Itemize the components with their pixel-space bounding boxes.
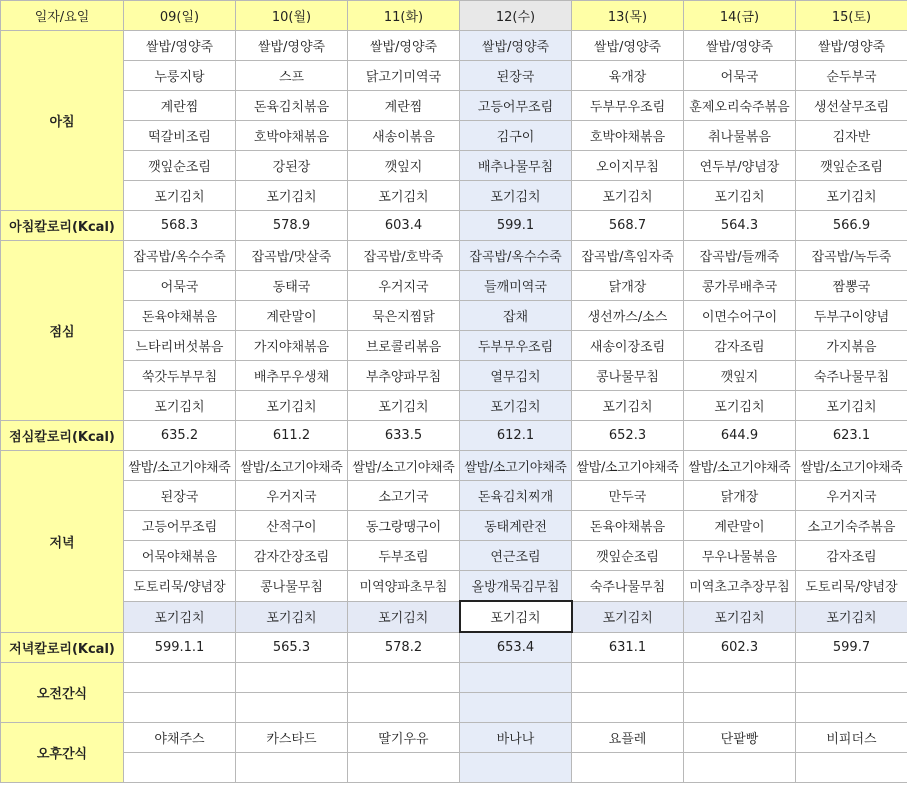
empty-cell[interactable]	[684, 753, 796, 783]
menu-cell[interactable]: 쌀밥/영양죽	[572, 31, 684, 61]
menu-cell[interactable]: 취나물볶음	[684, 121, 796, 151]
menu-cell[interactable]: 포기김치	[348, 601, 460, 632]
menu-cell[interactable]: 잡곡밥/녹두죽	[796, 241, 907, 271]
menu-cell[interactable]: 계란찜	[348, 91, 460, 121]
menu-cell[interactable]: 닭개장	[684, 481, 796, 511]
dinner-kcal-row	[1, 632, 907, 663]
menu-cell[interactable]: 포기김치	[236, 181, 348, 211]
menu-cell[interactable]: 돈육김치볶음	[236, 91, 348, 121]
breakfast-menu-row	[1, 181, 907, 211]
menu-cell[interactable]: 동그랑땡구이	[348, 511, 460, 541]
kcal-value-cell[interactable]: 568.3	[124, 211, 236, 241]
empty-cell[interactable]	[796, 693, 907, 723]
breakfast-menu-row	[1, 121, 907, 151]
menu-cell[interactable]: 김구이	[460, 121, 572, 151]
kcal-value-cell[interactable]: 653.4	[460, 632, 572, 663]
menu-cell-text: 쌀밥/소고기야채죽	[464, 460, 567, 475]
dinner-menu-row	[1, 541, 907, 571]
lunch-menu-row	[1, 241, 907, 271]
snack-cell[interactable]	[684, 663, 796, 693]
menu-cell[interactable]: 두부조림	[348, 541, 460, 571]
menu-cell[interactable]: 우거지국	[348, 271, 460, 301]
empty-cell[interactable]	[460, 693, 572, 723]
menu-cell[interactable]: 콩나물무침	[572, 361, 684, 391]
menu-cell[interactable]: 어묵국	[684, 61, 796, 91]
day-header-cell[interactable]: 11(화)	[348, 1, 460, 31]
empty-cell[interactable]	[124, 693, 236, 723]
kcal-value-cell[interactable]: 644.9	[684, 421, 796, 451]
menu-cell[interactable]: 누룽지탕	[124, 61, 236, 91]
menu-cell[interactable]: 연근조림	[460, 541, 572, 571]
lunch-label-cell[interactable]: 점심	[1, 241, 124, 421]
breakfast-menu-row	[1, 151, 907, 181]
menu-cell[interactable]	[460, 451, 572, 481]
menu-cell[interactable]: 느타리버섯볶음	[124, 331, 236, 361]
menu-cell[interactable]: 두부무우조림	[572, 91, 684, 121]
menu-cell[interactable]: 배추나물무침	[460, 151, 572, 181]
snack-cell[interactable]: 단팥빵	[684, 723, 796, 753]
menu-cell[interactable]: 포기김치	[684, 391, 796, 421]
menu-cell[interactable]: 소고기국	[348, 481, 460, 511]
snack-cell[interactable]: 비피더스	[796, 723, 907, 753]
am_snack-label-cell[interactable]: 오전간식	[1, 663, 124, 723]
menu-cell-text: 쌀밥/소고기야채죽	[688, 460, 791, 475]
menu-cell[interactable]: 쌀밥/영양죽	[460, 31, 572, 61]
kcal-value-cell[interactable]: 635.2	[124, 421, 236, 451]
menu-cell[interactable]: 두부무우조림	[460, 331, 572, 361]
lunch-menu-row	[1, 331, 907, 361]
breakfast-kcal-label-cell[interactable]: 아침칼로리(Kcal)	[1, 211, 124, 241]
empty-cell[interactable]	[124, 753, 236, 783]
menu-cell[interactable]: 콩가루배추국	[684, 271, 796, 301]
dinner-menu-row	[1, 601, 907, 632]
empty-cell[interactable]	[684, 693, 796, 723]
dinner-menu-row	[1, 571, 907, 602]
kcal-value-cell[interactable]: 568.7	[572, 211, 684, 241]
menu-cell[interactable]: 감자조림	[684, 331, 796, 361]
kcal-value-cell[interactable]: 564.3	[684, 211, 796, 241]
menu-cell[interactable]: 포기김치	[348, 391, 460, 421]
menu-cell[interactable]: 잡곡밥/옥수수죽	[460, 241, 572, 271]
menu-cell[interactable]: 호박야채볶음	[236, 121, 348, 151]
empty-cell[interactable]	[236, 753, 348, 783]
kcal-value-cell[interactable]: 578.2	[348, 632, 460, 663]
breakfast-label-cell[interactable]: 아침	[1, 31, 124, 211]
menu-cell[interactable]	[124, 451, 236, 481]
menu-cell[interactable]: 고등어무조림	[460, 91, 572, 121]
menu-cell[interactable]: 포기김치	[236, 391, 348, 421]
menu-cell[interactable]: 감자조림	[796, 541, 907, 571]
menu-cell[interactable]	[572, 451, 684, 481]
menu-cell[interactable]: 잡곡밥/옥수수죽	[124, 241, 236, 271]
breakfast-menu-row	[1, 91, 907, 121]
day-header-cell[interactable]: 13(목)	[572, 1, 684, 31]
menu-cell[interactable]	[796, 451, 907, 481]
menu-cell[interactable]: 미역양파초무침	[348, 571, 460, 602]
lunch-menu-row	[1, 391, 907, 421]
dinner-kcal-label-cell[interactable]: 저녁칼로리(Kcal)	[1, 632, 124, 663]
menu-cell[interactable]: 쌀밥/영양죽	[684, 31, 796, 61]
menu-cell[interactable]: 스프	[236, 61, 348, 91]
kcal-value-cell[interactable]: 652.3	[572, 421, 684, 451]
snack-cell[interactable]	[236, 663, 348, 693]
menu-cell[interactable]: 호박야채볶음	[572, 121, 684, 151]
menu-cell[interactable]	[348, 451, 460, 481]
menu-cell[interactable]: 닭개장	[572, 271, 684, 301]
menu-cell[interactable]: 새송이장조림	[572, 331, 684, 361]
menu-cell[interactable]: 깻잎순조림	[572, 541, 684, 571]
menu-cell[interactable]: 깻잎지	[348, 151, 460, 181]
menu-cell[interactable]: 포기김치	[124, 391, 236, 421]
menu-cell[interactable]: 만두국	[572, 481, 684, 511]
menu-cell[interactable]: 포기김치	[796, 181, 907, 211]
menu-cell[interactable]: 육개장	[572, 61, 684, 91]
menu-cell[interactable]: 생선까스/소스	[572, 301, 684, 331]
menu-cell[interactable]: 포기김치	[124, 181, 236, 211]
day-header-cell[interactable]: 15(토)	[796, 1, 907, 31]
menu-cell[interactable]: 된장국	[460, 61, 572, 91]
kcal-value-cell[interactable]: 565.3	[236, 632, 348, 663]
snack-cell[interactable]: 바나나	[460, 723, 572, 753]
header-corner-cell[interactable]: 일자/요일	[1, 1, 124, 31]
menu-cell[interactable]: 돈육김치찌개	[460, 481, 572, 511]
menu-cell[interactable]: 생선살무조림	[796, 91, 907, 121]
menu-cell[interactable]: 포기김치	[796, 391, 907, 421]
empty-cell[interactable]	[348, 753, 460, 783]
menu-cell[interactable]: 쌀밥/영양죽	[236, 31, 348, 61]
menu-cell-text: 쌀밥/소고기야채죽	[240, 460, 343, 475]
menu-cell[interactable]: 포기김치	[460, 181, 572, 211]
menu-cell-text: 쌀밥/소고기야채죽	[352, 460, 455, 475]
menu-cell[interactable]: 무우나물볶음	[684, 541, 796, 571]
menu-cell[interactable]: 열무김치	[460, 361, 572, 391]
menu-cell[interactable]: 포기김치	[460, 601, 572, 632]
menu-cell[interactable]: 우거지국	[236, 481, 348, 511]
menu-cell[interactable]: 도토리묵/양념장	[124, 571, 236, 602]
snack-cell[interactable]	[460, 663, 572, 693]
menu-cell[interactable]: 이면수어구이	[684, 301, 796, 331]
menu-cell[interactable]	[236, 451, 348, 481]
menu-cell[interactable]	[684, 451, 796, 481]
kcal-value-cell[interactable]: 611.2	[236, 421, 348, 451]
menu-cell[interactable]: 가지야채볶음	[236, 331, 348, 361]
snack-cell[interactable]: 카스타드	[236, 723, 348, 753]
menu-cell[interactable]: 연두부/양념장	[684, 151, 796, 181]
menu-cell[interactable]: 포기김치	[348, 181, 460, 211]
empty-cell[interactable]	[572, 753, 684, 783]
menu-cell[interactable]: 동태국	[236, 271, 348, 301]
kcal-value-cell[interactable]: 578.9	[236, 211, 348, 241]
kcal-value-cell[interactable]: 603.4	[348, 211, 460, 241]
lunch-kcal-row	[1, 421, 907, 451]
menu-cell[interactable]: 순두부국	[796, 61, 907, 91]
menu-cell[interactable]: 들깨미역국	[460, 271, 572, 301]
menu-cell[interactable]: 숙주나물무침	[572, 571, 684, 602]
menu-cell[interactable]: 쌀밥/영양죽	[796, 31, 907, 61]
menu-cell[interactable]: 포기김치	[460, 391, 572, 421]
day-header-cell[interactable]: 09(일)	[124, 1, 236, 31]
menu-cell[interactable]: 소고기숙주볶음	[796, 511, 907, 541]
menu-cell[interactable]: 깻잎순조림	[796, 151, 907, 181]
menu-cell[interactable]: 올방개묵김무침	[460, 571, 572, 602]
menu-cell[interactable]: 콩나물무침	[236, 571, 348, 602]
am_snack-blank-row	[1, 693, 907, 723]
menu-cell[interactable]: 강된장	[236, 151, 348, 181]
menu-cell[interactable]: 어묵야채볶음	[124, 541, 236, 571]
kcal-value-cell[interactable]: 612.1	[460, 421, 572, 451]
am_snack-row	[1, 663, 907, 693]
empty-cell[interactable]	[236, 693, 348, 723]
snack-cell[interactable]: 요플레	[572, 723, 684, 753]
menu-cell[interactable]: 포기김치	[572, 391, 684, 421]
menu-cell[interactable]: 산적구이	[236, 511, 348, 541]
menu-cell[interactable]: 김자반	[796, 121, 907, 151]
menu-cell[interactable]: 훈제오리숙주볶음	[684, 91, 796, 121]
menu-cell[interactable]: 돈육야채볶음	[572, 511, 684, 541]
kcal-value-cell[interactable]: 633.5	[348, 421, 460, 451]
menu-cell[interactable]: 돈육야채볶음	[124, 301, 236, 331]
menu-cell[interactable]: 감자간장조림	[236, 541, 348, 571]
dinner-menu-row	[1, 481, 907, 511]
snack-cell[interactable]	[796, 663, 907, 693]
breakfast-menu-row	[1, 61, 907, 91]
menu-cell[interactable]: 계란찜	[124, 91, 236, 121]
snack-cell[interactable]	[348, 663, 460, 693]
menu-cell[interactable]: 깻잎순조림	[124, 151, 236, 181]
menu-cell[interactable]: 된장국	[124, 481, 236, 511]
menu-cell[interactable]: 잡곡밥/들깨죽	[684, 241, 796, 271]
menu-cell[interactable]: 잡채	[460, 301, 572, 331]
menu-cell[interactable]: 잡곡밥/맛살죽	[236, 241, 348, 271]
kcal-value-cell[interactable]: 599.1.1	[124, 632, 236, 663]
kcal-value-cell[interactable]: 566.9	[796, 211, 907, 241]
dinner-menu-row	[1, 451, 907, 481]
menu-cell[interactable]: 포기김치	[572, 181, 684, 211]
kcal-value-cell[interactable]: 602.3	[684, 632, 796, 663]
menu-cell[interactable]: 고등어무조림	[124, 511, 236, 541]
menu-cell[interactable]: 미역초고추장무침	[684, 571, 796, 602]
empty-cell[interactable]	[460, 753, 572, 783]
menu-cell[interactable]: 포기김치	[796, 601, 907, 632]
menu-cell[interactable]: 쌀밥/영양죽	[348, 31, 460, 61]
empty-cell[interactable]	[796, 753, 907, 783]
menu-cell[interactable]: 동태계란전	[460, 511, 572, 541]
menu-cell[interactable]: 새송이볶음	[348, 121, 460, 151]
menu-cell[interactable]: 포기김치	[124, 601, 236, 632]
menu-cell[interactable]: 쌀밥/영양죽	[124, 31, 236, 61]
menu-cell[interactable]: 묵은지찜닭	[348, 301, 460, 331]
day-header-cell[interactable]: 10(월)	[236, 1, 348, 31]
menu-cell[interactable]: 가지볶음	[796, 331, 907, 361]
lunch-menu-row	[1, 361, 907, 391]
lunch-menu-row	[1, 301, 907, 331]
menu-cell[interactable]: 두부구이양념	[796, 301, 907, 331]
snack-cell[interactable]: 딸기우유	[348, 723, 460, 753]
day-header-cell[interactable]: 14(금)	[684, 1, 796, 31]
menu-cell[interactable]: 떡갈비조림	[124, 121, 236, 151]
menu-cell[interactable]: 포기김치	[684, 601, 796, 632]
menu-cell[interactable]: 쑥갓두부무침	[124, 361, 236, 391]
menu-cell[interactable]: 포기김치	[572, 601, 684, 632]
menu-cell[interactable]: 도토리묵/양념장	[796, 571, 907, 602]
breakfast-menu-row	[1, 31, 907, 61]
snack-cell[interactable]	[572, 663, 684, 693]
pm_snack-blank-row	[1, 753, 907, 783]
menu-cell[interactable]: 숙주나물무침	[796, 361, 907, 391]
menu-cell[interactable]: 포기김치	[236, 601, 348, 632]
kcal-value-cell[interactable]: 631.1	[572, 632, 684, 663]
menu-cell[interactable]: 깻잎지	[684, 361, 796, 391]
header-row	[1, 1, 907, 31]
menu-cell[interactable]: 부추양파무침	[348, 361, 460, 391]
empty-cell[interactable]	[348, 693, 460, 723]
menu-cell[interactable]: 오이지무침	[572, 151, 684, 181]
menu-cell[interactable]: 닭고기미역국	[348, 61, 460, 91]
pm_snack-row	[1, 723, 907, 753]
menu-cell[interactable]: 계란말이	[684, 511, 796, 541]
breakfast-kcal-row	[1, 211, 907, 241]
pm_snack-label-cell[interactable]: 오후간식	[1, 723, 124, 783]
menu-cell[interactable]: 잡곡밥/흑임자죽	[572, 241, 684, 271]
lunch-kcal-label-cell[interactable]: 점심칼로리(Kcal)	[1, 421, 124, 451]
snack-cell[interactable]: 야채주스	[124, 723, 236, 753]
menu-cell-text: 쌀밥/소고기야채죽	[576, 460, 679, 475]
menu-cell[interactable]: 포기김치	[684, 181, 796, 211]
menu-cell[interactable]: 짬뽕국	[796, 271, 907, 301]
dinner-label-cell[interactable]: 저녁	[1, 451, 124, 633]
menu-cell[interactable]: 배추무우생채	[236, 361, 348, 391]
day-header-cell[interactable]: 12(수)	[460, 1, 572, 31]
menu-cell[interactable]: 브로콜리볶음	[348, 331, 460, 361]
kcal-value-cell[interactable]: 623.1	[796, 421, 907, 451]
menu-cell[interactable]: 계란말이	[236, 301, 348, 331]
menu-cell[interactable]: 잡곡밥/호박죽	[348, 241, 460, 271]
lunch-menu-row	[1, 271, 907, 301]
menu-cell-text: 쌀밥/소고기야채죽	[800, 460, 903, 475]
kcal-value-cell[interactable]: 599.1	[460, 211, 572, 241]
empty-cell[interactable]	[572, 693, 684, 723]
kcal-value-cell[interactable]: 599.7	[796, 632, 907, 663]
dinner-menu-row	[1, 511, 907, 541]
snack-cell[interactable]	[124, 663, 236, 693]
menu-cell[interactable]: 어묵국	[124, 271, 236, 301]
menu-cell[interactable]: 우거지국	[796, 481, 907, 511]
menu-cell-text: 쌀밥/소고기야채죽	[128, 460, 231, 475]
